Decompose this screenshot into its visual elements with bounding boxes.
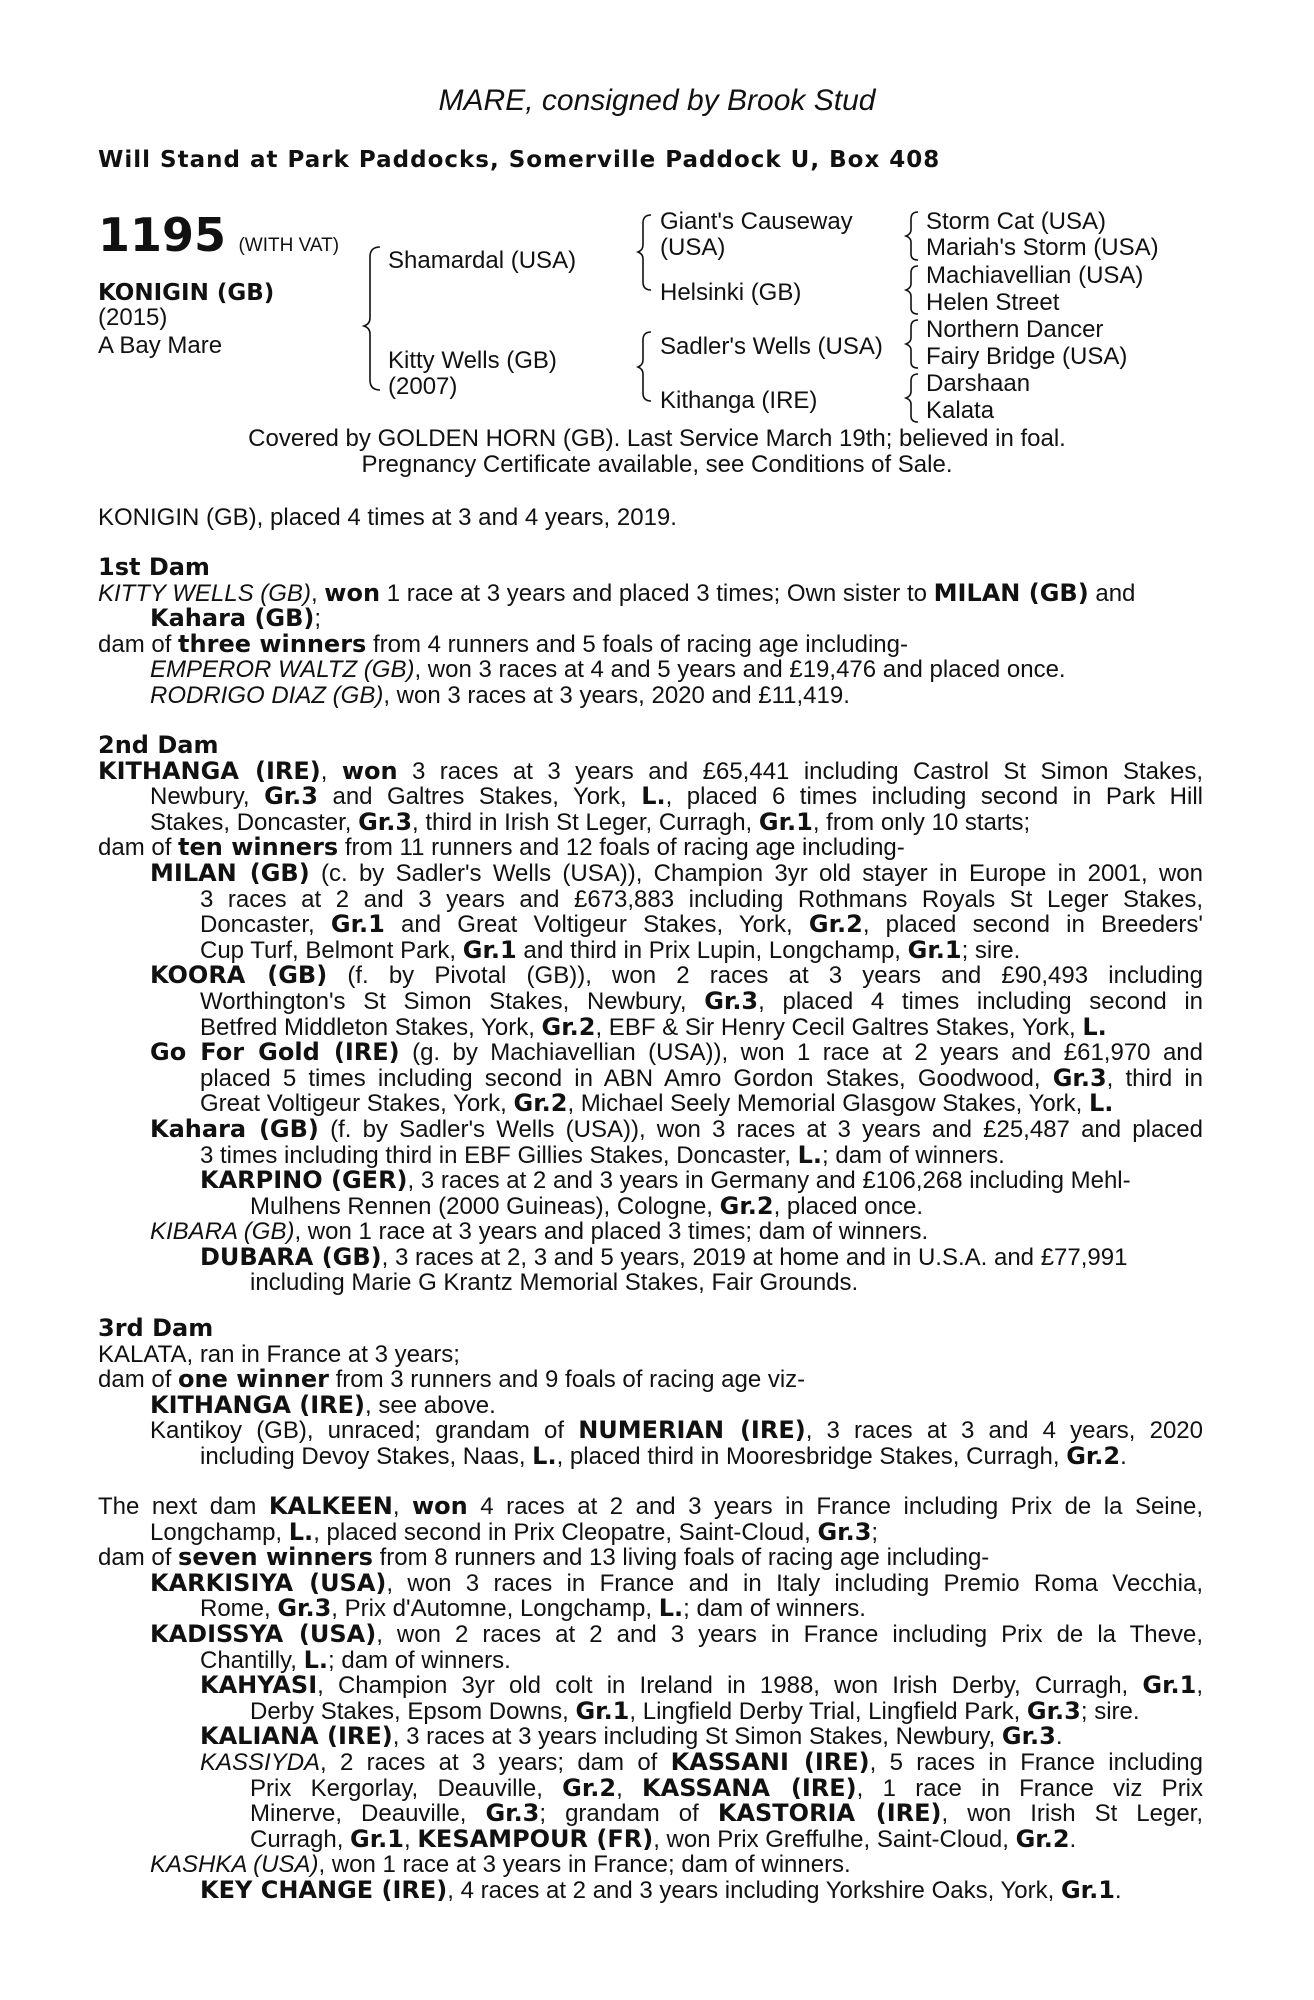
text-fragment: 3 times including third in EBF Gillies Stakes, Doncaster, <box>200 1141 798 1169</box>
pedigree-dam: Kitty Wells (GB) <box>388 347 557 374</box>
text-fragment: KAHYASI <box>200 1671 318 1700</box>
text-fragment: Gr.3 <box>1026 1696 1081 1725</box>
text-fragment: , 3 races at 3 and 4 years, 2020 <box>805 1417 1203 1445</box>
second-dam-line <box>98 807 1203 836</box>
pedigree-dam-sire: Sadler's Wells (USA) <box>660 333 883 360</box>
produce-entry <box>98 1596 1203 1622</box>
text-fragment: Chantilly, <box>200 1646 304 1674</box>
text-fragment: Prix Kergorlay, Deauville, <box>250 1774 563 1802</box>
text-fragment: , placed once. <box>773 1192 924 1220</box>
section-heading: 1st Dam <box>98 553 210 581</box>
text-fragment: . <box>1069 1825 1077 1853</box>
pedigree-ssd: Mariah's Storm (USA) <box>926 234 1159 261</box>
text-fragment: KITTY WELLS (GB) <box>98 579 311 607</box>
produce-entry <box>98 1270 1203 1296</box>
produce-entry <box>98 1747 1203 1776</box>
text-fragment: , Prix d'Automne, Longchamp, <box>331 1595 659 1623</box>
pedigree-brace-dam <box>638 332 651 401</box>
vat-note: (WITH VAT) <box>238 235 340 256</box>
text-fragment: Gr.3 <box>358 807 413 836</box>
text-fragment: , placed second in Prix Cleopatre, Saint-Cloud, <box>313 1518 818 1546</box>
text-fragment: KADISSYA (USA) <box>150 1619 377 1648</box>
text-fragment: Worthington's St Simon Stakes, Newbury, <box>200 987 705 1015</box>
produce-entry <box>98 1390 1203 1419</box>
produce-entry <box>98 1091 1203 1117</box>
second-dam-line <box>98 835 1203 861</box>
text-fragment: Kahara (GB) <box>150 1114 319 1143</box>
text-fragment: Gr.3 <box>264 782 318 811</box>
pedigree-sire-sire-country: (USA) <box>660 234 726 261</box>
text-fragment: 3 races at 3 years and £65,441 including Castrol St Simon Stakes, <box>397 757 1203 785</box>
produce-entry <box>98 1773 1204 1802</box>
pedigree-sire-sire: Giant's Causeway <box>660 208 853 235</box>
pedigree-dam-dam: Kithanga (IRE) <box>660 387 818 414</box>
text-fragment: L. <box>1089 1089 1114 1118</box>
produce-entry <box>98 858 1203 887</box>
text-fragment: KASHKA (USA) <box>150 1851 319 1879</box>
produce-entry <box>98 1619 1203 1648</box>
pedigree-sire: Shamardal (USA) <box>388 247 577 274</box>
pedigree-dsd: Fairy Bridge (USA) <box>926 343 1128 370</box>
page-title: MARE, consigned by Brook Stud <box>438 84 876 117</box>
produce-entry <box>98 1418 1203 1444</box>
text-fragment: . <box>1120 1442 1127 1470</box>
third-dam-line <box>98 1367 1203 1393</box>
text-fragment: , placed 6 times including second in Park Hill <box>665 783 1203 811</box>
text-fragment: Gr.2 <box>513 1089 568 1118</box>
produce-entry <box>98 1012 1203 1041</box>
text-fragment: from 8 runners and 13 living foals of racing age including- <box>372 1544 990 1572</box>
text-fragment: Great Voltigeur Stakes, York, <box>200 1090 514 1118</box>
text-fragment: , <box>616 1774 643 1802</box>
text-fragment: DUBARA (GB) <box>200 1242 382 1271</box>
text-fragment: KARKISIYA (USA) <box>150 1568 387 1597</box>
text-fragment: from 3 runners and 9 foals of racing age viz- <box>328 1366 806 1394</box>
text-fragment: Gr.1 <box>1060 1875 1115 1904</box>
text-fragment: , EBF & Sir Henry Cecil Galtres Stakes, York, <box>595 1013 1083 1041</box>
text-fragment: . <box>1114 1876 1122 1904</box>
text-fragment: L. <box>797 1140 823 1169</box>
text-fragment: won <box>412 1492 468 1520</box>
text-fragment: Gr.2 <box>541 1012 596 1041</box>
text-fragment: Minerve, Deauville, <box>250 1800 486 1828</box>
text-fragment: MILAN (GB) <box>150 858 310 887</box>
text-fragment: ten winners <box>178 833 339 862</box>
pedigree-brace-4c <box>906 320 918 368</box>
first-dam-line <box>98 606 1203 632</box>
text-fragment: Go For Gold (IRE) <box>150 1038 400 1067</box>
pregnancy-note: Pregnancy Certificate available, see Conditions of Sale. <box>361 451 953 478</box>
text-fragment: KALIANA (IRE) <box>200 1722 393 1751</box>
pedigree-sire-dam: Helsinki (GB) <box>660 279 802 306</box>
text-fragment: won <box>341 756 398 785</box>
text-fragment: including Marie G Krantz Memorial Stakes, Fair Grounds. <box>250 1269 859 1297</box>
text-fragment: , <box>403 1825 418 1853</box>
text-fragment: Gr.1 <box>575 1696 630 1725</box>
text-fragment: Rome, <box>200 1595 278 1623</box>
pedigree-brace-4a <box>906 212 918 260</box>
text-fragment: KOORA (GB) <box>150 961 328 990</box>
next-dam-line <box>98 1494 1203 1520</box>
section-heading: 3rd Dam <box>98 1314 214 1342</box>
produce-entry <box>98 1696 1203 1725</box>
text-fragment: , 3 races at 3 years including St Simon Stakes, Newbury, <box>392 1723 1002 1751</box>
text-fragment: , placed second in Breeders' <box>862 911 1203 939</box>
text-fragment: Gr.2 <box>1015 1824 1070 1853</box>
produce-entry <box>98 1724 1203 1750</box>
first-dam-section <box>98 555 1203 709</box>
text-fragment: including Devoy Stakes, Naas, <box>200 1442 533 1470</box>
text-fragment: dam of <box>98 1366 179 1394</box>
text-fragment: ; grandam of <box>539 1800 718 1828</box>
produce-entry <box>98 986 1204 1015</box>
produce-entry <box>98 1824 1203 1853</box>
text-fragment: Gr.3 <box>704 986 759 1015</box>
produce-entry <box>98 1063 1204 1092</box>
next-dam-line <box>98 1545 1203 1571</box>
pedigree-brace-sire <box>638 215 651 290</box>
text-fragment: , won Prix Greffulhe, Saint-Cloud, <box>653 1825 1016 1853</box>
text-fragment: Gr.2 <box>808 910 863 939</box>
text-fragment: KASSIYDA <box>200 1748 321 1776</box>
text-fragment: (g. by Machiavellian (USA)), won 1 race at 2 years and £61,970 and <box>399 1039 1203 1067</box>
third-dam-section <box>98 1316 1203 1470</box>
text-fragment: Betfred Middleton Stakes, York, <box>200 1013 542 1041</box>
text-fragment: , won 3 races at 4 and 5 years and £19,476 and placed once. <box>414 656 1066 684</box>
second-dam-line <box>98 756 1203 785</box>
produce-entry <box>98 1191 1203 1220</box>
text-fragment: KIBARA (GB) <box>150 1218 295 1246</box>
text-fragment: Gr.2 <box>1066 1441 1121 1470</box>
text-fragment: Gr.3 <box>817 1517 872 1546</box>
text-fragment: , <box>310 579 325 607</box>
text-fragment: Gr.3 <box>485 1799 540 1828</box>
text-fragment: Gr.1 <box>350 1824 404 1853</box>
pedigree-ddd: Kalata <box>926 397 995 424</box>
produce-entry <box>98 1219 1203 1245</box>
text-fragment: won <box>324 578 381 607</box>
text-fragment: ; sire. <box>961 936 1021 964</box>
produce-entry <box>98 1040 1203 1066</box>
text-fragment: from 11 runners and 12 foals of racing age including- <box>338 834 905 862</box>
text-fragment: , Michael Seely Memorial Glasgow Stakes, York, <box>567 1090 1090 1118</box>
pedigree-brace-4b <box>906 266 918 314</box>
text-fragment: and Galtres Stakes, York, <box>318 783 642 811</box>
next-dam-section <box>98 1494 1203 1904</box>
text-fragment: dam of <box>98 630 179 658</box>
text-fragment: KITHANGA (IRE) <box>98 756 321 785</box>
text-fragment: The next dam <box>98 1493 269 1520</box>
text-fragment: , <box>392 1493 412 1520</box>
third-dam-line: KALATA, ran in France at 3 years; <box>98 1340 460 1368</box>
produce-entry <box>98 1801 1203 1827</box>
text-fragment: and third in Prix Lupin, Longchamp, <box>516 936 908 964</box>
text-fragment: , won 3 races at 3 years, 2020 and £11,419. <box>383 681 850 709</box>
text-fragment: ; dam of winners. <box>683 1595 866 1623</box>
text-fragment: L. <box>532 1441 557 1470</box>
text-fragment: , won 1 race at 3 years in France; dam of winners. <box>318 1851 851 1879</box>
text-fragment: , Champion 3yr old colt in Ireland in 1988, won Irish Derby, Curragh, <box>317 1672 1143 1700</box>
text-fragment: , third in Irish St Leger, Curragh, <box>412 808 759 836</box>
text-fragment: dam of <box>98 834 179 862</box>
text-fragment: L. <box>1082 1012 1107 1041</box>
text-fragment: (f. by Sadler's Wells (USA)), won 3 races at 3 years and £25,487 and placed <box>318 1115 1204 1143</box>
text-fragment: , 4 races at 2 and 3 years including Yorkshire Oaks, York, <box>447 1876 1061 1904</box>
produce-entry <box>98 1645 1203 1674</box>
text-fragment: and <box>1088 579 1136 607</box>
produce-entry <box>98 1441 1203 1470</box>
text-fragment: 3 races at 2 and 3 years and £673,883 including Rothmans Royals St Leger Stakes, <box>200 885 1203 913</box>
text-fragment: placed 5 times including second in ABN Amro Gordon Stakes, Goodwood, <box>200 1064 1053 1092</box>
text-fragment: , see above. <box>365 1391 496 1419</box>
text-fragment: Curragh, <box>250 1825 351 1853</box>
text-fragment: , placed third in Mooresbridge Stakes, Curragh, <box>556 1442 1067 1470</box>
text-fragment: ; dam of winners. <box>822 1141 1005 1169</box>
text-fragment: KEY CHANGE (IRE) <box>200 1875 448 1904</box>
text-fragment: , won 1 race at 3 years and placed 3 times; dam of winners. <box>294 1218 929 1246</box>
text-fragment: , <box>320 757 342 785</box>
covered-note: Covered by GOLDEN HORN (GB). Last Service March 19th; believed in foal. <box>248 425 1066 452</box>
pedigree-sdd: Helen Street <box>926 289 1060 316</box>
text-fragment: Gr.1 <box>758 807 813 836</box>
text-fragment: , from only 10 starts; <box>812 808 1031 836</box>
text-fragment: , 5 races in France including <box>869 1748 1203 1776</box>
produce-entry <box>98 683 1203 709</box>
text-fragment: NUMERIAN (IRE) <box>578 1416 806 1445</box>
lot-description: A Bay Mare <box>98 332 223 359</box>
text-fragment: (c. by Sadler's Wells (USA)), Champion 3yr old stayer in Europe in 2001, won <box>309 859 1203 887</box>
produce-entry <box>98 657 1203 683</box>
text-fragment: L. <box>288 1517 314 1546</box>
text-fragment: KARPINO (GER) <box>200 1166 408 1195</box>
lot-number: 1195 <box>98 208 227 262</box>
text-fragment: dam of <box>98 1544 179 1572</box>
second-dam-line <box>98 784 1203 810</box>
produce-entry <box>98 887 1203 913</box>
text-fragment: , Lingfield Derby Trial, Lingfield Park, <box>629 1697 1027 1725</box>
text-fragment: Longchamp, <box>150 1518 289 1546</box>
text-fragment: Cup Turf, Belmont Park, <box>200 936 463 964</box>
text-fragment: , 3 races at 2, 3 and 5 years, 2019 at home and in U.S.A. and £77,991 <box>381 1243 1128 1271</box>
text-fragment: L. <box>641 782 666 811</box>
text-fragment: seven winners <box>178 1543 373 1572</box>
text-fragment: , <box>1196 1672 1203 1700</box>
text-fragment: , won Irish St Leger, <box>941 1800 1204 1828</box>
text-fragment: EMPEROR WALTZ (GB) <box>150 656 415 684</box>
pedigree-brace-4d <box>906 374 918 422</box>
produce-entry <box>98 1140 1203 1169</box>
text-fragment: Gr.3 <box>1052 1063 1107 1092</box>
text-fragment: , 2 races at 3 years; dam of <box>320 1748 671 1776</box>
text-fragment: and Great Voltigeur Stakes, York, <box>384 911 809 939</box>
text-fragment: Mulhens Rennen (2000 Guineas), Cologne, <box>250 1192 720 1220</box>
section-heading: 2nd Dam <box>98 731 219 759</box>
text-fragment: , 1 race in France viz Prix <box>856 1774 1204 1802</box>
text-fragment: Newbury, <box>150 783 265 811</box>
produce-entry <box>98 963 1203 989</box>
produce-entry <box>98 1242 1203 1271</box>
text-fragment: Gr.1 <box>330 910 385 939</box>
text-fragment: Derby Stakes, Epsom Downs, <box>250 1697 576 1725</box>
pedigree-dam-year: (2007) <box>388 373 458 400</box>
text-fragment: three winners <box>178 629 367 658</box>
text-fragment: Gr.1 <box>1142 1671 1197 1700</box>
produce-entry <box>98 1568 1203 1597</box>
pedigree-dss: Northern Dancer <box>926 316 1104 343</box>
text-fragment: Doncaster, <box>200 911 331 939</box>
next-dam-line <box>98 1517 1203 1546</box>
text-fragment: Gr.2 <box>719 1191 774 1220</box>
text-fragment: Gr.3 <box>1001 1722 1056 1751</box>
text-fragment: Stakes, Doncaster, <box>150 808 359 836</box>
text-fragment: ; dam of winners. <box>328 1646 511 1674</box>
text-fragment: , placed 4 times including second in <box>758 987 1204 1015</box>
produce-entry <box>98 935 1203 964</box>
produce-entry <box>98 1114 1204 1143</box>
produce-entry <box>98 912 1203 938</box>
text-fragment: Gr.3 <box>277 1594 332 1623</box>
first-dam-line <box>98 578 1203 607</box>
text-fragment: 1 race at 3 years and placed 3 times; Own sister to <box>380 579 934 607</box>
produce-entry <box>98 1673 1203 1699</box>
text-fragment: KESAMPOUR (FR) <box>417 1824 654 1853</box>
text-fragment: RODRIGO DIAZ (GB) <box>150 681 384 709</box>
text-fragment: ; <box>314 605 322 633</box>
produce-entry <box>98 1168 1203 1194</box>
text-fragment: L. <box>303 1645 329 1674</box>
text-fragment: . <box>1055 1723 1063 1751</box>
text-fragment: , 3 races at 2 and 3 years in Germany and £106,268 including Mehl- <box>407 1167 1131 1195</box>
lot-year: (2015) <box>98 304 168 331</box>
text-fragment: , won 2 races at 2 and 3 years in France including Prix de la Theve, <box>376 1620 1203 1648</box>
text-fragment: KALKEEN <box>268 1492 393 1520</box>
text-fragment: Kahara (GB) <box>150 604 315 633</box>
produce-entry <box>98 1852 1203 1878</box>
pedigree-sds: Machiavellian (USA) <box>926 262 1144 289</box>
second-dam-section <box>98 733 1203 1296</box>
lot-performance: KONIGIN (GB), placed 4 times at 3 and 4 years, 2019. <box>98 504 677 531</box>
text-fragment: Gr.2 <box>562 1773 617 1802</box>
pedigree-sss: Storm Cat (USA) <box>926 208 1107 235</box>
pedigree-brace-main <box>364 247 380 390</box>
text-fragment: Gr.1 <box>907 935 962 964</box>
text-fragment: 4 races at 2 and 3 years in France including Prix de la Seine, <box>467 1493 1203 1520</box>
text-fragment: L. <box>658 1594 684 1623</box>
text-fragment: KASSANA (IRE) <box>642 1773 857 1802</box>
text-fragment: (f. by Pivotal (GB)), won 2 races at 3 years and £90,493 including <box>327 962 1204 990</box>
produce-entry <box>98 1875 1203 1904</box>
pedigree-dds: Darshaan <box>926 370 1031 397</box>
text-fragment: ; sire. <box>1080 1697 1140 1725</box>
text-fragment: MILAN (GB) <box>933 578 1089 607</box>
lot-name: KONIGIN (GB) <box>98 280 275 306</box>
text-fragment: KASSANI (IRE) <box>670 1747 870 1776</box>
text-fragment: KASTORIA (IRE) <box>717 1799 942 1828</box>
text-fragment: Kantikoy (GB), unraced; grandam of <box>150 1417 579 1445</box>
text-fragment: KITHANGA (IRE) <box>150 1390 366 1419</box>
stand-location: Will Stand at Park Paddocks, Somerville Paddock U, Box 408 <box>98 147 941 173</box>
first-dam-line <box>98 629 1203 658</box>
text-fragment: ; <box>871 1518 879 1546</box>
text-fragment: from 4 runners and 5 foals of racing age including- <box>366 630 908 658</box>
text-fragment: Gr.1 <box>462 935 517 964</box>
text-fragment: one winner <box>178 1365 329 1394</box>
text-fragment: , won 3 races in France and in Italy including Premio Roma Vecchia, <box>386 1569 1203 1597</box>
text-fragment: , third in <box>1106 1064 1204 1092</box>
